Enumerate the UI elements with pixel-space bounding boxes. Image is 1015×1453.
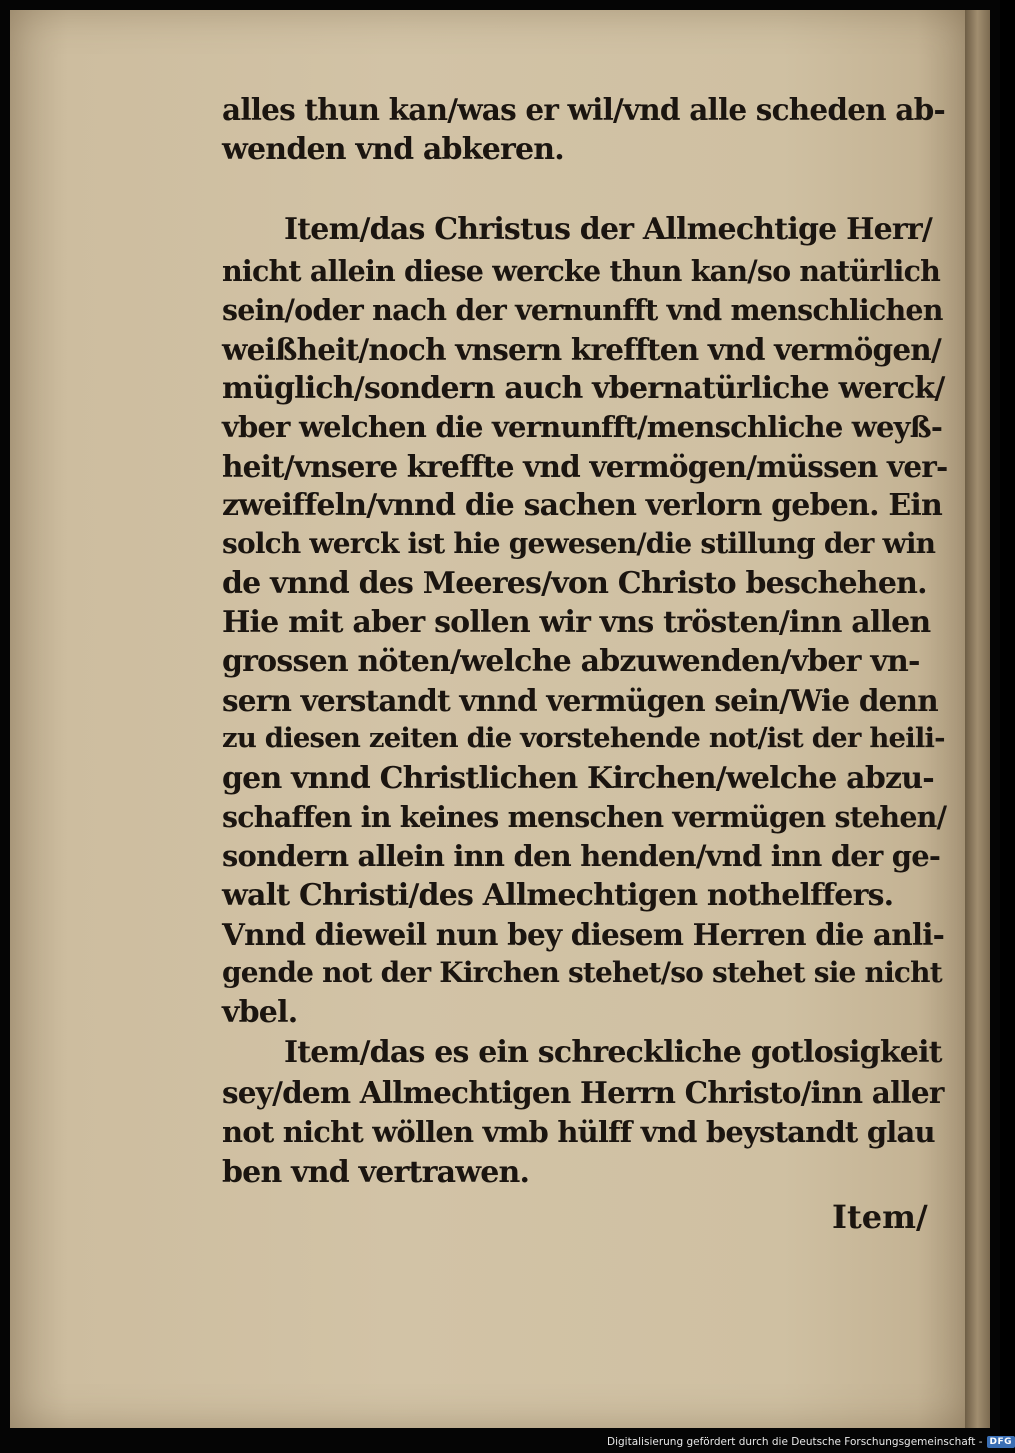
digitization-footer <box>607 1433 1015 1451</box>
text-line: Hie mit aber sollen wir vns trösten/inn allen <box>222 605 931 640</box>
text-line: gende not der Kirchen stehet/so stehet sie nicht <box>222 956 942 989</box>
text-line: sondern allein inn den henden/vnd inn der ge- <box>222 839 941 873</box>
text-line: ben vnd vertrawen. <box>222 1155 530 1190</box>
text-line: sey/dem Allmechtigen Herrn Christo/inn aller <box>222 1075 944 1110</box>
text-line: heit/vnsere kreffte vnd vermögen/müssen ver- <box>222 449 948 484</box>
text-line: vbel. <box>222 995 298 1030</box>
text-line: gen vnnd Christlichen Kirchen/welche abzu- <box>222 761 934 796</box>
dfg-logo-icon: DFG <box>987 1436 1015 1448</box>
page-edge <box>965 10 990 1428</box>
text-line: wenden vnd abkeren. <box>222 132 564 167</box>
footer-text: Digitalisierung gefördert durch die Deutsche Forschungsgemeinschaft - <box>607 1436 983 1448</box>
text-line: Item/das es ein schreckliche gotlosigkeit <box>284 1035 942 1070</box>
text-line: zweiffeln/vnnd die sachen verlorn geben. Ein <box>222 488 943 523</box>
text-line: Item/das Christus der Allmechtige Herr/ <box>284 212 933 247</box>
text-line: nicht allein diese wercke thun kan/so natürlich <box>222 254 941 288</box>
text-line: walt Christi/des Allmechtigen nothelffers. <box>222 878 894 913</box>
text-line: müglich/sondern auch vbernatürliche werck/ <box>222 371 945 406</box>
text-line: de vnnd des Meeres/von Christo beschehen. <box>222 566 927 601</box>
text-line: grossen nöten/welche abzuwenden/vber vn- <box>222 644 920 679</box>
text-line: not nicht wöllen vmb hülff vnd beystandt glau <box>222 1115 935 1149</box>
text-line: alles thun kan/was er wil/vnd alle scheden ab- <box>222 92 945 127</box>
text-line: vber welchen die vernunfft/menschliche weyß- <box>222 410 943 444</box>
text-line: sern verstandt vnnd vermügen sein/Wie denn <box>222 683 938 718</box>
text-line: solch werck ist hie gewesen/die stillung der win <box>222 527 936 560</box>
text-line: weißheit/noch vnsern krefften vnd vermögen/ <box>222 332 941 367</box>
text-line: Vnnd dieweil nun bey diesem Herren die anli- <box>222 917 945 952</box>
text-line: sein/oder nach der vernunfft vnd menschlichen <box>222 293 943 327</box>
catchword: Item/ <box>832 1198 928 1236</box>
text-line: zu diesen zeiten die vorstehende not/ist der heili- <box>222 722 945 754</box>
text-line: schaffen in keines menschen vermügen stehen/ <box>222 800 947 834</box>
